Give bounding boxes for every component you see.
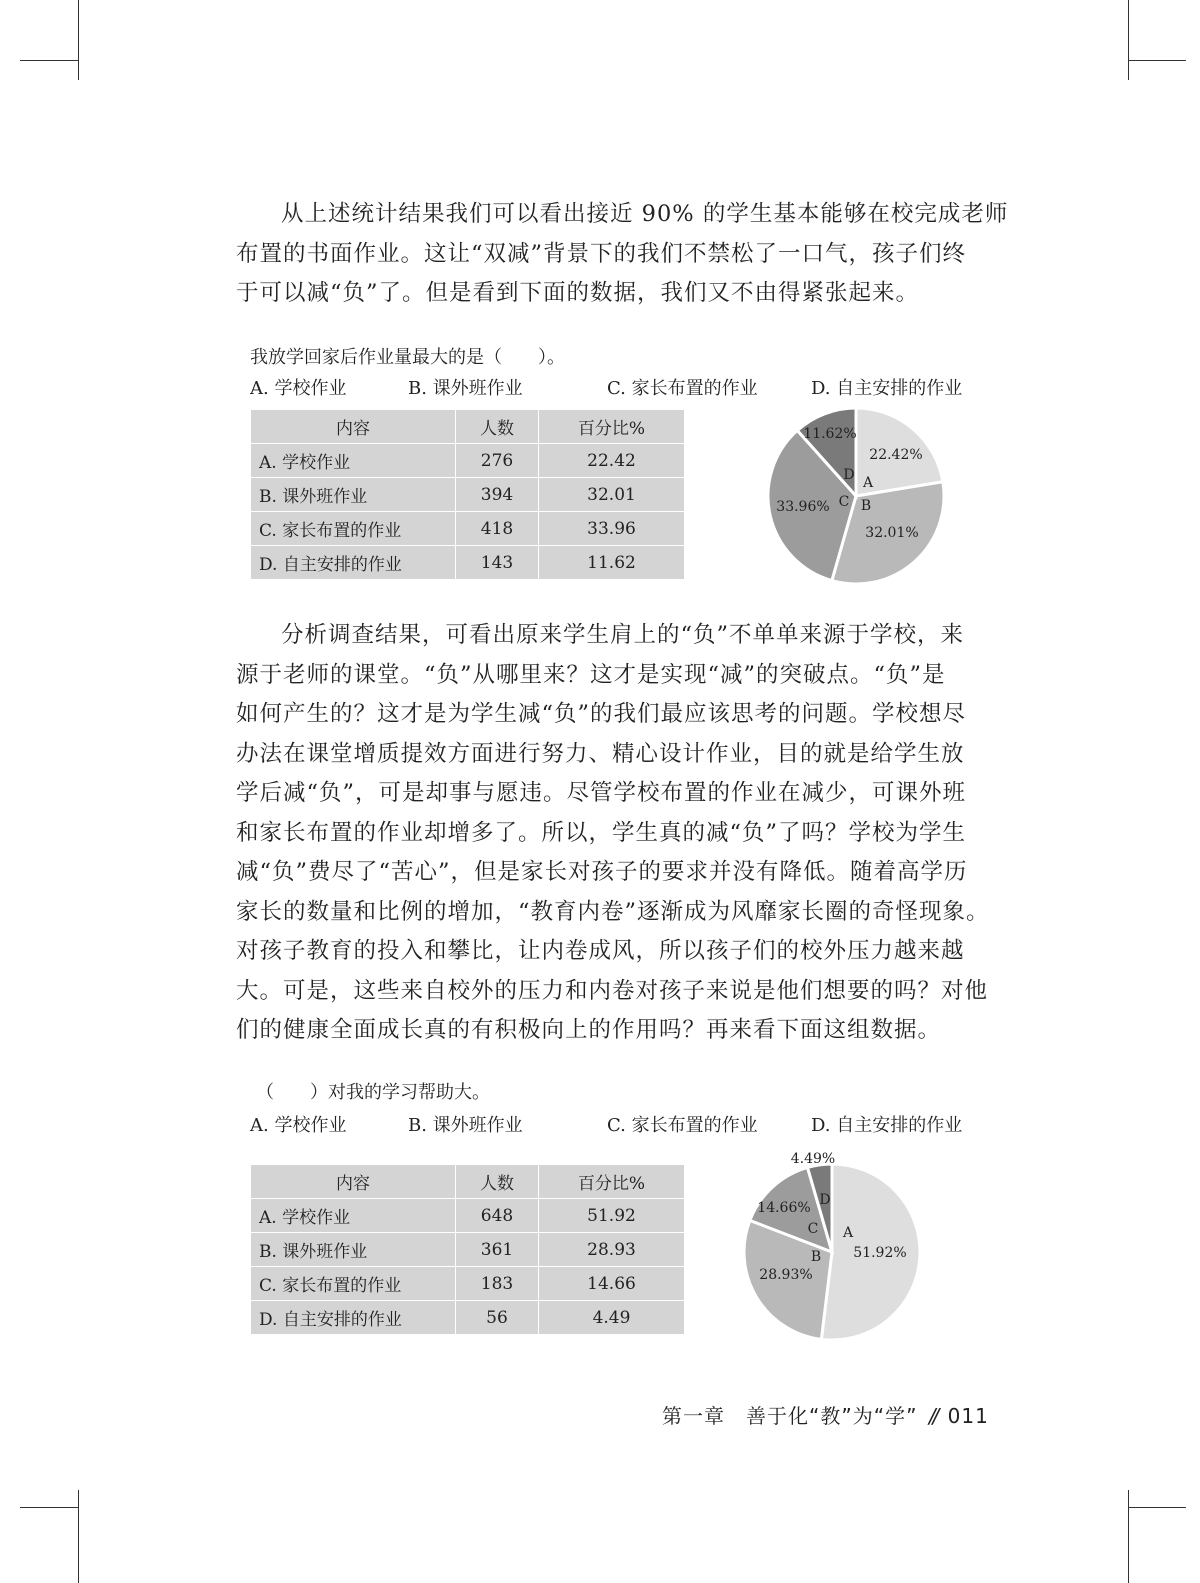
table-row <box>251 1301 685 1335</box>
table-row <box>251 1199 685 1233</box>
table-cell: 276 <box>456 444 539 478</box>
question-title: 我放学回家后作业量最大的是（ ）。 <box>250 347 565 368</box>
pie-value-label: 22.42% <box>869 447 923 463</box>
table-cell: B. 课外班作业 <box>251 478 456 512</box>
table-cell: A. 学校作业 <box>251 444 456 478</box>
table-cell: 4.49 <box>539 1301 685 1335</box>
chapter-title: 第一章 善于化“教”为“学” <box>662 1404 918 1428</box>
option-b: B. 课外班作业 <box>408 378 523 399</box>
pie-value-label: 4.49% <box>790 1151 836 1167</box>
footer-separator: // <box>928 1404 937 1428</box>
crop-mark <box>1128 60 1186 61</box>
table-header-row <box>251 1165 685 1199</box>
pie-letter-label: B <box>860 498 872 514</box>
text-line: 源于老师的课堂。“负”从哪里来？这才是实现“减”的突破点。“负”是 <box>236 661 946 688</box>
pie-value-label: 51.92% <box>853 1245 907 1261</box>
page-footer <box>662 1400 989 1429</box>
pie-value-label: 14.66% <box>757 1200 811 1216</box>
text-line: 办法在课堂增质提效方面进行努力、精心设计作业，目的就是给学生放 <box>236 740 965 767</box>
survey-table <box>250 409 685 580</box>
text-line: 布置的书面作业。这让“双减”背景下的我们不禁松了一口气，孩子们终 <box>236 240 967 267</box>
text-line: 们的健康全面成长真的有积极向上的作用吗？再来看下面这组数据。 <box>236 1017 942 1043</box>
table-cell: 418 <box>456 512 539 546</box>
crop-mark <box>1128 0 1129 80</box>
text-line: 如何产生的？这才是为学生减“负”的我们最应该思考的问题。学校想尽 <box>236 701 967 727</box>
option-d: D. 自主安排的作业 <box>811 1115 963 1136</box>
crop-mark <box>78 0 79 80</box>
pie-letter-label: D <box>819 1192 831 1208</box>
crop-mark <box>78 1490 79 1583</box>
table-cell: 394 <box>456 478 539 512</box>
table-row <box>251 478 685 512</box>
table-cell: D. 自主安排的作业 <box>251 1301 456 1335</box>
text-line: 和家长布置的作业却增多了。所以，学生真的减“负”了吗？学校为学生 <box>236 819 967 846</box>
pie-letter-label: C <box>838 494 850 510</box>
text-line: 减“负”费尽了“苦心”，但是家长对孩子的要求并没有降低。随着高学历 <box>236 859 968 885</box>
crop-mark <box>20 60 78 61</box>
text-line: 家长的数量和比例的增加，“教育内卷”逐渐成为风靡家长圈的奇怪现象。 <box>236 898 990 925</box>
option-a: A. 学校作业 <box>250 1115 347 1136</box>
table-cell: D. 自主安排的作业 <box>251 546 456 580</box>
table-row <box>251 444 685 478</box>
header-cell: 百分比% <box>539 410 685 444</box>
table-cell: 33.96 <box>539 512 685 546</box>
table-cell: 11.62 <box>539 546 685 580</box>
table-cell: 32.01 <box>539 478 685 512</box>
table-cell: 361 <box>456 1233 539 1267</box>
pie-letter-label: C <box>807 1221 819 1237</box>
table-header-row <box>251 410 685 444</box>
option-a: A. 学校作业 <box>250 378 347 399</box>
table-row <box>251 1267 685 1301</box>
header-cell: 人数 <box>456 410 539 444</box>
crop-mark <box>1128 1490 1129 1583</box>
crop-mark <box>1128 1507 1186 1508</box>
table-cell: A. 学校作业 <box>251 1199 456 1233</box>
header-cell: 内容 <box>251 410 456 444</box>
table-cell: C. 家长布置的作业 <box>251 1267 456 1301</box>
pie-value-label: 28.93% <box>759 1267 813 1283</box>
table-cell: 648 <box>456 1199 539 1233</box>
table-cell: 51.92 <box>539 1199 685 1233</box>
table-cell: 183 <box>456 1267 539 1301</box>
text-line: 分析调查结果，可看出原来学生肩上的“负”不单单来源于学校，来 <box>281 622 965 648</box>
text-line: 于可以减“负”了。但是看到下面的数据，我们又不由得紧张起来。 <box>236 280 920 306</box>
header-cell: 内容 <box>251 1165 456 1199</box>
survey-table <box>250 1164 685 1335</box>
option-c: C. 家长布置的作业 <box>607 1115 758 1136</box>
pie-letter-label: D <box>843 467 855 483</box>
text-line: 学后减“负”，可是却事与愿违。尽管学校布置的作业在减少，可课外班 <box>236 780 967 806</box>
header-cell: 人数 <box>456 1165 539 1199</box>
page-number: 011 <box>947 1404 989 1428</box>
table-cell: 28.93 <box>539 1233 685 1267</box>
table-cell: 14.66 <box>539 1267 685 1301</box>
text-line: 从上述统计结果我们可以看出接近 90% 的学生基本能够在校完成老师 <box>281 201 1009 227</box>
table-row <box>251 1233 685 1267</box>
table-row <box>251 512 685 546</box>
header-cell: 百分比% <box>539 1165 685 1199</box>
table-cell: 22.42 <box>539 444 685 478</box>
table-cell: B. 课外班作业 <box>251 1233 456 1267</box>
pie-chart-workload <box>758 404 958 594</box>
table-cell: C. 家长布置的作业 <box>251 512 456 546</box>
option-d: D. 自主安排的作业 <box>811 378 963 399</box>
crop-mark <box>20 1507 78 1508</box>
pie-value-label: 32.01% <box>865 525 919 541</box>
pie-chart-helpfulness <box>740 1148 940 1348</box>
pie-letter-label: A <box>862 475 874 491</box>
paragraph-analysis <box>236 616 996 1051</box>
pie-letter-label: B <box>810 1249 822 1265</box>
table-cell: 143 <box>456 546 539 580</box>
pie-value-label: 11.62% <box>803 426 857 442</box>
pie-value-label: 33.96% <box>776 499 830 515</box>
table-row <box>251 546 685 580</box>
option-c: C. 家长布置的作业 <box>607 378 758 399</box>
paragraph-intro <box>236 195 1009 314</box>
table-cell: 56 <box>456 1301 539 1335</box>
pie-letter-label: A <box>842 1225 854 1241</box>
option-b: B. 课外班作业 <box>408 1115 523 1136</box>
text-line: 大。可是，这些来自校外的压力和内卷对孩子来说是他们想要的吗？对他 <box>236 977 989 1004</box>
text-line: 对孩子教育的投入和攀比，让内卷成风，所以孩子们的校外压力越来越 <box>236 938 965 964</box>
question-title: （ ）对我的学习帮助大。 <box>256 1082 490 1103</box>
